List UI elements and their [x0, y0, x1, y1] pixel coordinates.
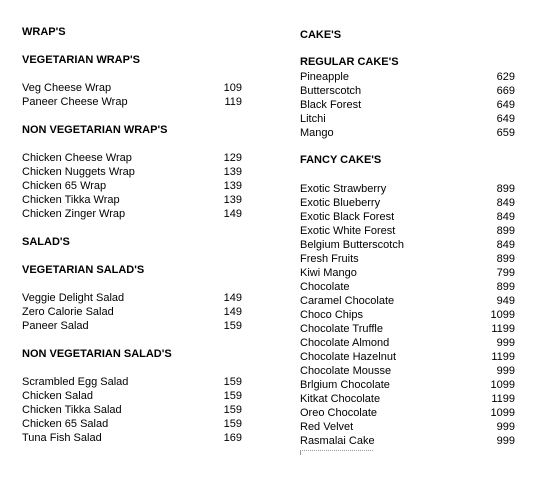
menu-item-name: Oreo Chocolate	[300, 407, 378, 419]
menu-item	[300, 322, 515, 336]
menu-item-price: 109	[223, 82, 242, 94]
menu-item	[300, 196, 515, 210]
menu-item-price: 159	[223, 404, 242, 416]
menu-item	[300, 308, 515, 322]
menu-item-name: Chicken Cheese Wrap	[22, 152, 132, 164]
menu-item	[300, 294, 515, 308]
category-title-veg-wraps: VEGETARIAN WRAP'S	[22, 54, 140, 66]
menu-item-price: 999	[496, 365, 515, 377]
menu-item-price: 649	[496, 99, 515, 111]
menu-item-price: 149	[223, 208, 242, 220]
menu-item-name: Red Velvet	[300, 421, 354, 433]
menu-item-name: Zero Calorie Salad	[22, 306, 114, 318]
menu-item-price: 149	[223, 292, 242, 304]
menu-item	[300, 280, 515, 294]
menu-item	[300, 126, 515, 140]
menu-item	[300, 224, 515, 238]
menu-item-price: 159	[223, 390, 242, 402]
menu-item-price: 169	[223, 432, 242, 444]
category-title-veg-salads: VEGETARIAN SALAD'S	[22, 264, 145, 276]
menu-item-name: Veggie Delight Salad	[22, 292, 125, 304]
menu-item-price: 999	[496, 435, 515, 447]
menu-item-name: Chicken Tikka Wrap	[22, 194, 120, 206]
menu-item-name: Exotic Black Forest	[300, 211, 395, 223]
menu-item-price: 849	[496, 197, 515, 209]
menu-item-name: Black Forest	[300, 99, 362, 111]
menu-item	[300, 406, 515, 420]
menu-item-name: Chocolate Truffle	[300, 323, 383, 335]
menu-item-name: Chicken 65 Salad	[22, 418, 109, 430]
menu-item	[22, 305, 242, 319]
menu-item	[22, 417, 242, 431]
category-title-nonveg-salads: NON VEGETARIAN SALAD'S	[22, 348, 172, 360]
menu-item-price: 949	[496, 295, 515, 307]
menu-item-price: 899	[496, 225, 515, 237]
menu-item	[22, 151, 242, 165]
menu-item-price: 139	[223, 194, 242, 206]
menu-item-name: Tuna Fish Salad	[22, 432, 102, 444]
menu-item-price: 649	[496, 113, 515, 125]
menu-item	[22, 375, 242, 389]
section-title-cakes: CAKE'S	[300, 29, 342, 41]
menu-item-price: 159	[223, 376, 242, 388]
menu-item	[22, 431, 242, 445]
menu-item	[300, 238, 515, 252]
menu-item-name: Paneer Salad	[22, 320, 89, 332]
menu-item-name: Exotic Blueberry	[300, 197, 381, 209]
menu-item-price: 129	[223, 152, 242, 164]
menu-item-price: 1199	[491, 323, 515, 335]
menu-item-name: Caramel Chocolate	[300, 295, 395, 307]
menu-item	[300, 266, 515, 280]
menu-item-price: 999	[496, 421, 515, 433]
menu-item-name: Chocolate Hazelnut	[300, 351, 397, 363]
menu-item-price: 159	[223, 418, 242, 430]
menu-item	[22, 403, 242, 417]
menu-item-name: Kitkat Chocolate	[300, 393, 381, 405]
menu-item	[300, 84, 515, 98]
bottom-divider-mark	[300, 450, 373, 455]
menu-item-name: Butterscotch	[300, 85, 362, 97]
category-title-fancy-cakes: FANCY CAKE'S	[300, 154, 382, 166]
menu-item-name: Chicken Salad	[22, 390, 93, 402]
menu-item-price: 659	[496, 127, 515, 139]
menu-item	[22, 207, 242, 221]
menu-item-name: Chocolate Almond	[300, 337, 390, 349]
menu-item	[22, 193, 242, 207]
menu-item-name: Chicken Tikka Salad	[22, 404, 122, 416]
menu-item-price: 1199	[491, 351, 515, 363]
menu-item	[22, 291, 242, 305]
menu-item-price: 669	[496, 85, 515, 97]
menu-item-price: 629	[496, 71, 515, 83]
menu-item	[300, 98, 515, 112]
menu-item	[300, 252, 515, 266]
menu-item-name: Chocolate	[300, 281, 350, 293]
menu-item-price: 999	[496, 337, 515, 349]
menu-item	[300, 420, 515, 434]
menu-item-price: 119	[224, 96, 242, 108]
menu-item-price: 1099	[490, 309, 515, 321]
category-title-regular-cakes: REGULAR CAKE'S	[300, 56, 399, 68]
section-title-salads: SALAD'S	[22, 236, 70, 248]
menu-item	[22, 179, 242, 193]
menu-item-name: Fresh Fruits	[300, 253, 359, 265]
menu-item-name: Exotic White Forest	[300, 225, 396, 237]
menu-item-name: Chicken 65 Wrap	[22, 180, 107, 192]
menu-item	[300, 112, 515, 126]
menu-item-name: Scrambled Egg Salad	[22, 376, 129, 388]
menu-item-price: 149	[223, 306, 242, 318]
menu-item-price: 1199	[491, 393, 515, 405]
menu-item-name: Belgium Butterscotch	[300, 239, 404, 251]
menu-item-name: Pineapple	[300, 71, 349, 83]
menu-item-price: 139	[223, 166, 242, 178]
menu-item	[300, 434, 515, 448]
menu-item	[300, 70, 515, 84]
menu-item	[300, 364, 515, 378]
section-title-wraps: WRAP'S	[22, 26, 66, 38]
menu-item-price: 849	[496, 211, 515, 223]
menu-item-name: Veg Cheese Wrap	[22, 82, 112, 94]
menu-item	[300, 350, 515, 364]
menu-item-price: 799	[496, 267, 515, 279]
menu-item-price: 159	[223, 320, 242, 332]
menu-item-name: Mango	[300, 127, 334, 139]
menu-item-name: Chicken Nuggets Wrap	[22, 166, 135, 178]
menu-item	[300, 378, 515, 392]
menu-item	[300, 182, 515, 196]
menu-item	[300, 336, 515, 350]
menu-item	[22, 165, 242, 179]
menu-item-name: Litchi	[300, 113, 326, 125]
menu-item-name: Paneer Cheese Wrap	[22, 96, 128, 108]
menu-item-price: 899	[496, 183, 515, 195]
menu-item-price: 899	[496, 281, 515, 293]
menu-item-name: Chocolate Mousse	[300, 365, 392, 377]
menu-item	[22, 95, 242, 109]
menu-item-name: Chicken Zinger Wrap	[22, 208, 126, 220]
menu-item-price: 849	[496, 239, 515, 251]
menu-item	[22, 389, 242, 403]
category-title-nonveg-wraps: NON VEGETARIAN WRAP'S	[22, 124, 168, 136]
menu-item	[300, 210, 515, 224]
menu-item-name: Exotic Strawberry	[300, 183, 387, 195]
menu-item-name: Rasmalai Cake	[300, 435, 375, 447]
menu-item-price: 899	[496, 253, 515, 265]
menu-item-price: 1099	[490, 407, 515, 419]
menu-item-name: Brlgium Chocolate	[300, 379, 390, 391]
menu-item-price: 139	[223, 180, 242, 192]
menu-item	[300, 392, 515, 406]
menu-item-price: 1099	[490, 379, 515, 391]
menu-item	[22, 319, 242, 333]
menu-item-name: Choco Chips	[300, 309, 363, 321]
menu-item	[22, 81, 242, 95]
menu-item-name: Kiwi Mango	[300, 267, 357, 279]
